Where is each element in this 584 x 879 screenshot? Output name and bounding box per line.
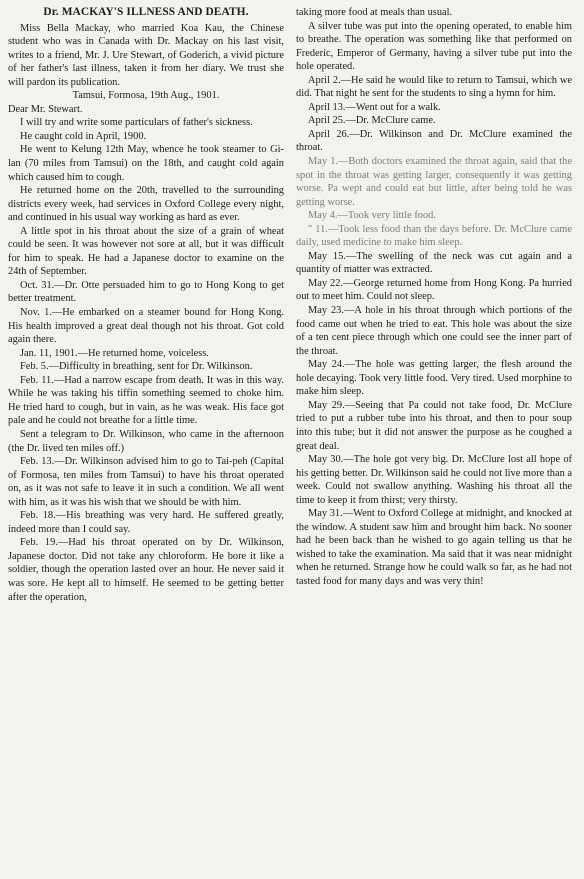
- diary-entry: May 4.—Took very little food.: [308, 210, 436, 222]
- diary-entry: May 1.—Both doctors examined the throat again, said that the spot in the throat was getting larger, consequently it was getting worse. Pa wept and could eat but little, after being told he was getting worse.: [296, 156, 572, 208]
- right-column: [296, 6, 572, 879]
- diary-entry: Feb. 11.—Had a narrow escape from death. It was in this way. While he was taking his tiffin something seemed to choke him. He tried hard to cough, but in vain, as he was weak. His face got pale and he could not breathe for a little time.: [8, 374, 284, 427]
- diary-entry: I will try and write some particulars of father's sickness.: [20, 117, 253, 129]
- diary-entry: May 31.—Went to Oxford College at midnight, and knocked at the window. A student saw him and brought him back. No sooner had he been back than he wished to go again telling us that he wished to take the examination. Ma said that it was near midnight when he returned. Strange how he could walk so far, as he had not tasted food for many days and was very thin!: [296, 508, 572, 587]
- diary-entry: A little spot in his throat about the size of a grain of wheat could be seen. It was however not sore at all, but it was difficult for him to speak. He had a Japanese doctor to examine on the 24th of September.: [8, 225, 284, 278]
- diary-entry: May 29.—Seeing that Pa could not take food, Dr. McClure tried to put a rubber tube into his throat, and then to pour soup into this tube; but it did not answer the purpose as he coughed a great deal.: [296, 399, 572, 452]
- diary-entry: He went to Kelung 12th May, whence he took steamer to Gi-lan (70 miles from Tamsui) on the 18th, and caught cold again which caused him to cough.: [8, 144, 284, 183]
- diary-entry: April 26.—Dr. Wilkinson and Dr. McClure examined the throat.: [296, 128, 572, 154]
- diary-entry: May 24.—The hole was getting larger, the flesh around the hole decaying. Took very little food. Very tired. Used morphine to make him sleep.: [296, 359, 572, 398]
- diary-entry: May 22.—George returned home from Hong Kong. Pa hurried out to meet him. Could not sleep.: [296, 277, 572, 303]
- left-column: [8, 6, 284, 879]
- headline: Dr. MACKAY'S ILLNESS AND DEATH.: [43, 6, 249, 18]
- diary-entry: " 11.—Took less food than the days before. Dr. McClure came daily, used medicine to make him sleep.: [296, 223, 572, 249]
- diary-entry: He caught cold in April, 1900.: [20, 130, 147, 142]
- salutation: Dear Mr. Stewart.: [8, 103, 83, 115]
- continued-text: taking more food at meals than usual.: [296, 7, 453, 18]
- diary-entry: A silver tube was put into the opening operated, to enable him to breathe. The operation was something like that performed on Frederic, Emperor of Germany, having a silver tube put into the hole operated.: [296, 20, 572, 73]
- diary-entry: April 13.—Went out for a walk.: [308, 101, 441, 113]
- diary-entry: April 25.—Dr. McClure came.: [308, 115, 436, 127]
- dateline: Tamsui, Formosa, 19th Aug., 1901.: [72, 90, 220, 102]
- diary-entry: Feb. 19.—Had his throat operated on by Dr. Wilkinson, Japanese doctor. Did not take any chloroform. He bore it like a soldier, though the operation lasted over an hour. He never said it was sore. He kept all to himself. He seemed to be getting better after the operation,: [8, 537, 284, 603]
- diary-entry: May 15.—The swelling of the neck was cut again and a quantity of matter was extracted.: [296, 250, 572, 276]
- diary-entry: April 2.—He said he would like to return to Tamsui, which we did. That night he sent for the students to sing a hymn for him.: [296, 74, 572, 100]
- intro-paragraph: Miss Bella Mackay, who married Koa Kau, the Chinese student who was in Canada with Dr. Mackay on his last visit, writes to a friend, Mr. J. Ure Stewart, of Goderich, a vivid picture of her father's last illness, taken it from her diary. We trust she will pardon its publication.: [8, 22, 284, 88]
- diary-entry: Oct. 31.—Dr. Otte persuaded him to go to Hong Kong to get better treatment.: [8, 279, 284, 305]
- diary-entry: May 23.—A hole in his throat through which portions of the food came out when he tried to eat. This hole was about the size of a ten cent piece through which one could see the inner part of the throat.: [296, 305, 572, 357]
- diary-entry: Feb. 13.—Dr. Wilkinson advised him to go to Tai-peh (Capital of Formosa, ten miles from Tamsui) to have his throat operated on, as it was not safe to leave it in such a condition. We all went with him, as it was his wish that we should be with him.: [8, 456, 284, 508]
- diary-entry: Feb. 5.—Difficulty in breathing, sent for Dr. Wilkinson.: [20, 361, 253, 373]
- diary-entry: He returned home on the 20th, travelled to the surrounding districts every week, had services in Oxford College every night, and continued in his usual way working as hard as ever.: [8, 185, 284, 224]
- diary-entry: Sent a telegram to Dr. Wilkinson, who came in the afternoon (the Dr. lived ten miles off.): [8, 428, 284, 454]
- diary-entry: Jan. 11, 1901.—He returned home, voiceless.: [20, 347, 209, 359]
- diary-entry: Feb. 18.—His breathing was very hard. He suffered greatly, indeed more than I could say.: [8, 510, 284, 535]
- diary-entry: Nov. 1.—He embarked on a steamer bound for Hong Kong. His health improved a great deal though not his throat. Got cold again there.: [8, 307, 284, 346]
- diary-entry: May 30.—The hole got very big. Dr. McClure lost all hope of his getting better. Dr. Wilkinson said he could not live more than a week. Could not swallow anything. Washing his throat all the time to keep it from thirst; very thirsty.: [296, 454, 572, 506]
